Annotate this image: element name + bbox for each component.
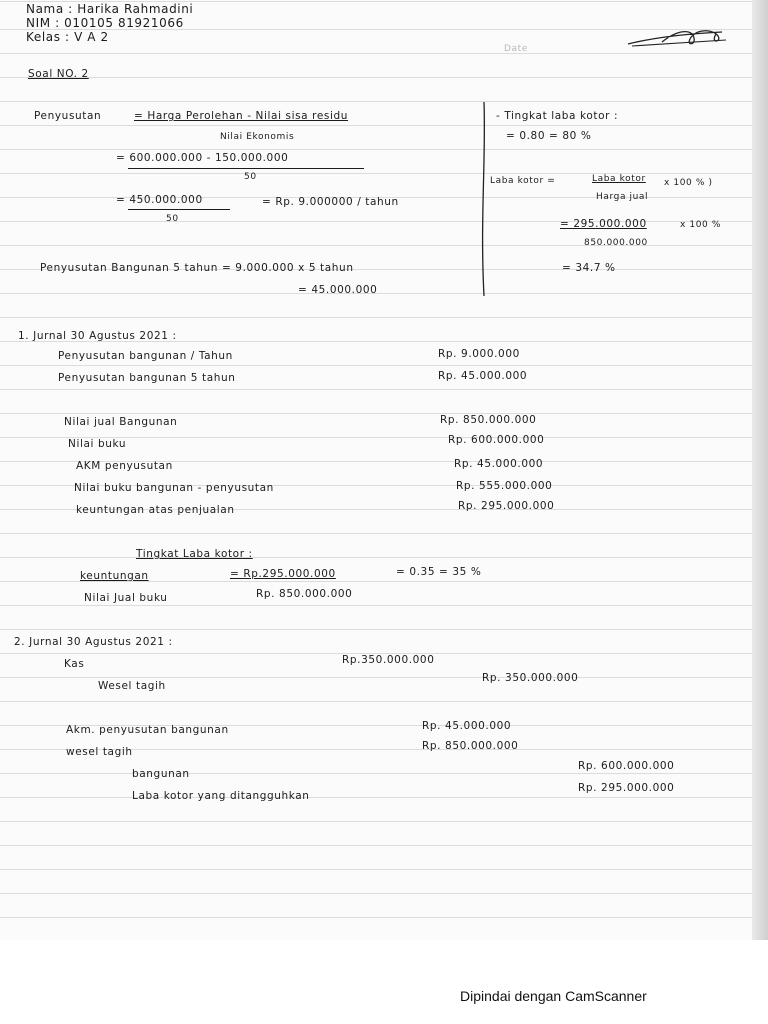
side-formula-numerator: Laba kotor — [592, 174, 646, 184]
jurnal1-value: Rp. 295.000.000 — [458, 500, 555, 512]
nilai-jual-label: Nilai Jual buku — [84, 592, 168, 604]
jurnal2-label: wesel tagih — [66, 746, 133, 758]
jurnal1-value: Rp. 850.000.000 — [440, 414, 537, 426]
bangunan-line: Penyusutan Bangunan 5 tahun = 9.000.000 x 5 tahun — [40, 262, 354, 274]
side-rate: = 0.80 = 80 % — [506, 130, 592, 142]
jurnal1-label: Nilai buku bangunan - penyusutan — [74, 482, 274, 494]
side-title: - Tingkat laba kotor : — [496, 110, 619, 122]
side-formula-multiplier: x 100 % ) — [664, 178, 713, 188]
jurnal2-label: Laba kotor yang ditangguhkan — [132, 790, 310, 802]
jurnal1-label: Nilai jual Bangunan — [64, 416, 178, 428]
jurnal2-debit: Rp.350.000.000 — [342, 654, 435, 666]
jurnal1-value: Rp. 45.000.000 — [454, 458, 544, 470]
fraction-bar — [128, 209, 230, 210]
formula-denominator: Nilai Ekonomis — [220, 132, 295, 142]
side-formula-label: Laba kotor = — [490, 176, 556, 186]
student-class: Kelas : V A 2 — [26, 30, 109, 44]
keuntungan-label: keuntungan — [80, 570, 149, 582]
jurnal1-label: Penyusutan bangunan 5 tahun — [58, 372, 236, 384]
side-calc-denominator: 850.000.000 — [584, 238, 648, 248]
jurnal1-value: Rp. 555.000.000 — [456, 480, 553, 492]
jurnal2-credit: Rp. 600.000.000 — [578, 760, 675, 772]
jurnal2-debit: Rp. 850.000.000 — [422, 740, 519, 752]
nilai-jual-value: Rp. 850.000.000 — [256, 588, 353, 600]
step1-numerator: = 600.000.000 - 150.000.000 — [116, 152, 289, 164]
bangunan-result: = 45.000.000 — [298, 284, 378, 296]
jurnal2-label: Kas — [64, 658, 85, 670]
side-calc-result: = 34.7 % — [562, 262, 616, 274]
jurnal2-debit: Rp. 45.000.000 — [422, 720, 512, 732]
jurnal1-value: Rp. 9.000.000 — [438, 348, 520, 360]
student-name: Nama : Harika Rahmadini — [26, 2, 194, 16]
scan-margin — [0, 940, 768, 1024]
keuntungan-result: = 0.35 = 35 % — [396, 566, 482, 578]
date-mark: Date — [504, 44, 528, 54]
side-calc-multiplier: x 100 % — [680, 220, 721, 230]
step2-denominator: 50 — [166, 214, 179, 224]
step2-result: = Rp. 9.000000 / tahun — [262, 196, 399, 208]
jurnal1-label: AKM penyusutan — [76, 460, 173, 472]
jurnal1-title: 1. Jurnal 30 Agustus 2021 : — [18, 330, 177, 342]
jurnal1-value: Rp. 600.000.000 — [448, 434, 545, 446]
column-divider — [474, 100, 494, 300]
page-edge-shadow — [752, 0, 768, 940]
keuntungan-value: = Rp.295.000.000 — [230, 568, 336, 580]
step2-numerator: = 450.000.000 — [116, 194, 203, 206]
side-calc-numerator: = 295.000.000 — [560, 218, 647, 230]
jurnal2-title: 2. Jurnal 30 Agustus 2021 : — [14, 636, 173, 648]
jurnal1-label: Nilai buku — [68, 438, 127, 450]
student-nim: NIM : 010105 81921066 — [26, 16, 184, 30]
scanner-watermark: Dipindai dengan CamScanner — [460, 988, 647, 1004]
fraction-bar — [128, 168, 364, 169]
jurnal2-credit: Rp. 295.000.000 — [578, 782, 675, 794]
step1-denominator: 50 — [244, 172, 257, 182]
formula-numerator: = Harga Perolehan - Nilai sisa residu — [134, 110, 349, 122]
jurnal1-value: Rp. 45.000.000 — [438, 370, 528, 382]
penyusutan-label: Penyusutan — [34, 110, 102, 122]
signature-icon — [622, 24, 732, 50]
soal-title: Soal NO. 2 — [28, 68, 89, 80]
jurnal1-label: keuntungan atas penjualan — [76, 504, 235, 516]
jurnal2-label: bangunan — [132, 768, 190, 780]
side-formula-denominator: Harga jual — [596, 192, 649, 202]
jurnal1-label: Penyusutan bangunan / Tahun — [58, 350, 233, 362]
jurnal2-label: Akm. penyusutan bangunan — [66, 724, 229, 736]
jurnal2-label: Wesel tagih — [98, 680, 166, 692]
tingkat-title: Tingkat Laba kotor : — [136, 548, 253, 560]
jurnal2-credit: Rp. 350.000.000 — [482, 672, 579, 684]
